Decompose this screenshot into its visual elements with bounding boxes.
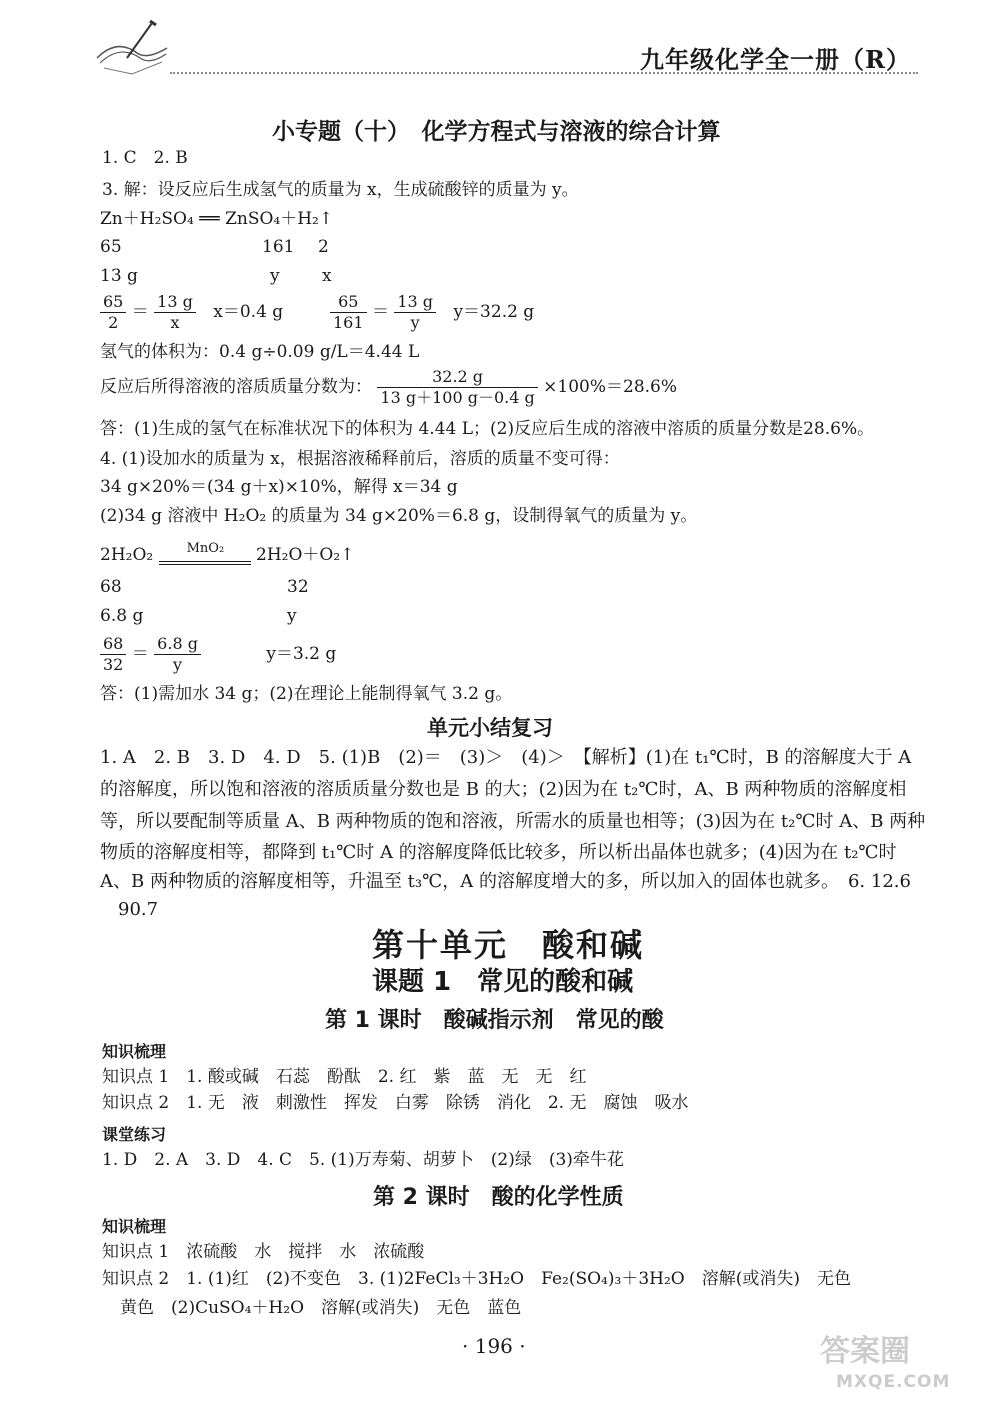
eq1-mass-161: 161 <box>262 237 295 257</box>
class2-kp1: 知识点 1 浓硫酸 水 搅拌 水 浓硫酸 <box>102 1242 425 1262</box>
ratio-equation-1: $\frac{65}{2}$ ＝ $\frac{13 g}{x}$ x＝0.4 g <box>100 292 283 333</box>
lesson-title: 课题 1 常见的酸和碱 <box>372 967 634 997</box>
class1-kp2: 知识点 2 1. 无 液 刺激性 挥发 白雾 除锈 消化 2. 无 腐蚀 吸水 <box>102 1093 689 1113</box>
fraction: $\frac{13 g}{x}$ <box>154 292 196 333</box>
mass-fraction-line: 反应后所得溶液的溶质质量分数为： $\frac{32.2 g}{13 g+100 g-0.4 g}$ ×100%＝28.6% <box>100 367 678 407</box>
eq2-unknown-y: y <box>287 606 297 626</box>
answer-q3-conclusion: 答：(1)生成的氢气在标准状况下的体积为 4.44 L；(2)反应后生成的溶液中溶质的质量分数是28.6%。 <box>100 419 875 439</box>
equation-h2o2: 2H₂O₂ MnO₂ 2H₂O＋O₂↑ <box>100 541 355 565</box>
class2-title: 第 2 课时 酸的化学性质 <box>373 1185 624 1210</box>
fraction: $\frac{65}{161}$ <box>330 292 367 333</box>
eq2-mass-68: 68 <box>100 577 122 597</box>
answer-q4-conclusion: 答：(1)需加水 34 g；(2)在理论上能制得氧气 3.2 g。 <box>100 684 513 704</box>
fraction: $\frac{68}{32}$ <box>100 634 126 675</box>
header-divider <box>170 72 918 74</box>
eq2-mass-32: 32 <box>287 577 309 597</box>
ratio-equation-2: $\frac{65}{161}$ ＝ $\frac{13 g}{y}$ y＝32.2 g <box>330 292 534 333</box>
eq1-unknown-y: y <box>270 266 280 286</box>
class1-kp1: 知识点 1 1. 酸或碱 石蕊 酚酞 2. 红 紫 蓝 无 无 红 <box>102 1067 587 1087</box>
header-title: 九年级化学全一册（R） <box>640 45 911 74</box>
review-line-3: 等，所以要配制等质量 A、B 两种物质的饱和溶液，所需水的质量也相等；(3)因为在 t₂℃时 A、B 两种 <box>100 811 926 832</box>
eq1-mass-65: 65 <box>100 237 122 257</box>
review-line-5: A、B 两种物质的溶解度相等，升温至 t₃℃，A 的溶解度增大的多，所以加入的固体也就多。 6. 12.6 <box>100 871 911 892</box>
unit-title: 第十单元 酸和碱 <box>372 926 645 964</box>
ratio-equation-3: $\frac{68}{32}$ ＝ $\frac{6.8 g}{y}$ y＝3.2 g <box>100 634 336 675</box>
class1-practice: 1. D 2. A 3. D 4. C 5. (1)万寿菊、胡萝卜 (2)绿 (3)牵牛花 <box>102 1150 624 1170</box>
fraction: $\frac{13 g}{y}$ <box>394 292 436 333</box>
answer-q1-q2: 1. C 2. B <box>102 148 188 168</box>
class1-knowledge-head: 知识梳理 <box>102 1042 167 1061</box>
fraction: $\frac{32.2 g}{13 g+100 g-0.4 g}$ <box>377 367 537 408</box>
catalyst-label: MnO₂ <box>186 541 225 556</box>
class2-knowledge-head: 知识梳理 <box>102 1217 167 1236</box>
header-logo <box>92 18 172 78</box>
section-title-review: 单元小结复习 <box>427 716 553 740</box>
class2-kp2-line2: 黄色 (2)CuSO₄＋H₂O 溶解(或消失) 无色 蓝色 <box>120 1298 522 1318</box>
fraction: $\frac{6.8 g}{y}$ <box>154 634 201 675</box>
review-line-1: 1. A 2. B 3. D 4. D 5. (1)B (2)＝ (3)＞ (4)＞ 【解析】(1)在 t₁℃时，B 的溶解度大于 A <box>100 747 912 768</box>
eq1-given-13g: 13 g <box>100 266 138 286</box>
class1-title: 第 1 课时 酸碱指示剂 常见的酸 <box>325 1008 664 1033</box>
watermark-url: MXQE.COM <box>836 1372 951 1392</box>
pencil-book-icon <box>92 18 172 78</box>
page-number: · 196 · <box>462 1334 526 1358</box>
answer-q4-equation: 34 g×20%＝(34 g＋x)×10%，解得 x＝34 g <box>100 477 458 497</box>
eq1-mass-2: 2 <box>318 237 329 257</box>
class2-kp2-line1: 知识点 2 1. (1)红 (2)不变色 3. (1)2FeCl₃＋3H₂O Fe₂(SO₄)₃＋3H₂O 溶解(或消失) 无色 <box>102 1269 851 1289</box>
section-title-topic10: 小专题（十） 化学方程式与溶液的综合计算 <box>272 118 721 145</box>
review-line-2: 的溶解度，所以饱和溶液的溶质质量分数也是 B 的大；(2)因为在 t₂℃时，A、B 两种物质的溶解度相 <box>100 779 907 800</box>
review-last-line: 90.7 <box>118 899 159 920</box>
eq1-unknown-x: x <box>322 266 332 286</box>
review-line-4: 物质的溶解度相等，都降到 t₁℃时 A 的溶解度降低比较多，所以析出晶体也就多；(4)因为在 t₂℃时 <box>100 842 897 863</box>
answer-q4-part2: (2)34 g 溶液中 H₂O₂ 的质量为 34 g×20%＝6.8 g，设制得氧气的质量为 y。 <box>100 506 698 526</box>
class1-practice-head: 课堂练习 <box>102 1125 167 1144</box>
hydrogen-volume-line: 氢气的体积为：0.4 g÷0.09 g/L＝4.44 L <box>100 342 420 362</box>
equation-zn: Zn＋H₂SO₄ ══ ZnSO₄＋H₂↑ <box>100 209 334 229</box>
watermark-logo: 答案圈 <box>820 1334 910 1369</box>
answer-q3-intro: 3. 解：设反应后生成氢气的质量为 x，生成硫酸锌的质量为 y。 <box>102 180 579 200</box>
answer-q4-intro: 4. (1)设加水的质量为 x，根据溶液稀释前后，溶质的质量不变可得： <box>100 449 620 469</box>
eq2-given-6.8g: 6.8 g <box>100 606 144 626</box>
fraction: $\frac{65}{2}$ <box>100 292 126 333</box>
